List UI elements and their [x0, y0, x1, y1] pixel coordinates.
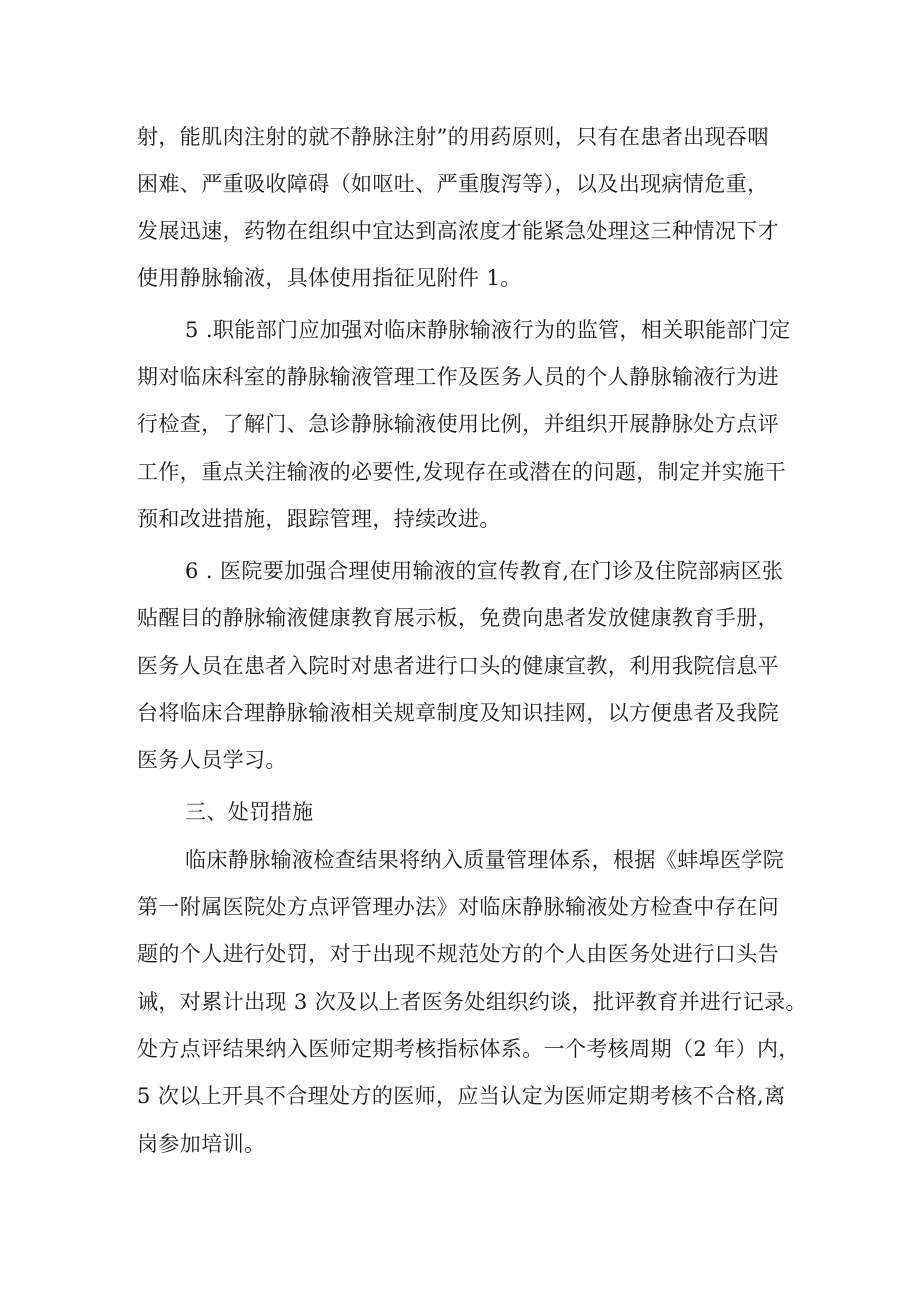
text-line: 发展迅速，药物在组织中宜达到高浓度才能紧急处理这三种情况下才	[137, 219, 779, 243]
text-line: 第一附属医院处方点评管理办法》对临床静脉输液处方检查中存在问	[137, 895, 779, 919]
text-line: 使用静脉输液，具体使用指征见附件 1。	[137, 266, 522, 290]
paragraph-5-start: 5 .职能部门应加强对临床静脉输液行为的监管，相关职能部门定	[185, 318, 791, 342]
text-line: 岗参加培训。	[137, 1132, 266, 1156]
text-line: 诫，对累计出现 3 次及以上者医务处组织约谈，批评教育并进行记录。	[137, 990, 807, 1014]
text-line: 台将临床合理静脉输液相关规章制度及知识挂网，以方便患者及我院	[137, 701, 779, 725]
text-line: 工作，重点关注输液的必要性,发现存在或潜在的问题，制定并实施干	[137, 460, 787, 484]
text-line: 5 次以上开具不合理处方的医师，应当认定为医师定期考核不合格,离	[137, 1084, 786, 1108]
text-line: 题的个人进行处罚，对于出现不规范处方的个人由医务处进行口头告	[137, 942, 779, 966]
text-line: 射，能肌肉注射的就不静脉注射”的用药原则，只有在患者出现吞咽	[137, 125, 769, 149]
text-line: 困难、严重吸收障碍（如呕吐、严重腹泻等），以及出现病情危重，	[137, 172, 769, 196]
text-line: 行检查，了解门、急诊静脉输液使用比例，并组织开展静脉处方点评	[137, 412, 779, 436]
paragraph-6-start: 6 . 医院要加强合理使用输液的宣传教育,在门诊及住院部病区张	[185, 559, 784, 583]
section-heading: 三、处罚措施	[185, 800, 314, 824]
text-line: 预和改进措施，跟踪管理，持续改进。	[137, 507, 501, 531]
paragraph-penalty-start: 临床静脉输液检查结果将纳入质量管理体系，根据《蚌埠医学院	[185, 848, 785, 872]
text-line: 医务人员学习。	[137, 748, 287, 772]
text-line: 贴醒目的静脉输液健康教育展示板，免费向患者发放健康教育手册，	[137, 606, 779, 630]
text-line: 医务人员在患者入院时对患者进行口头的健康宣教，利用我院信息平	[137, 654, 779, 678]
text-line: 期对临床科室的静脉输液管理工作及医务人员的个人静脉输液行为进	[137, 365, 779, 389]
text-line: 处方点评结果纳入医师定期考核指标体系。一个考核周期（2 年）内，	[137, 1037, 800, 1061]
